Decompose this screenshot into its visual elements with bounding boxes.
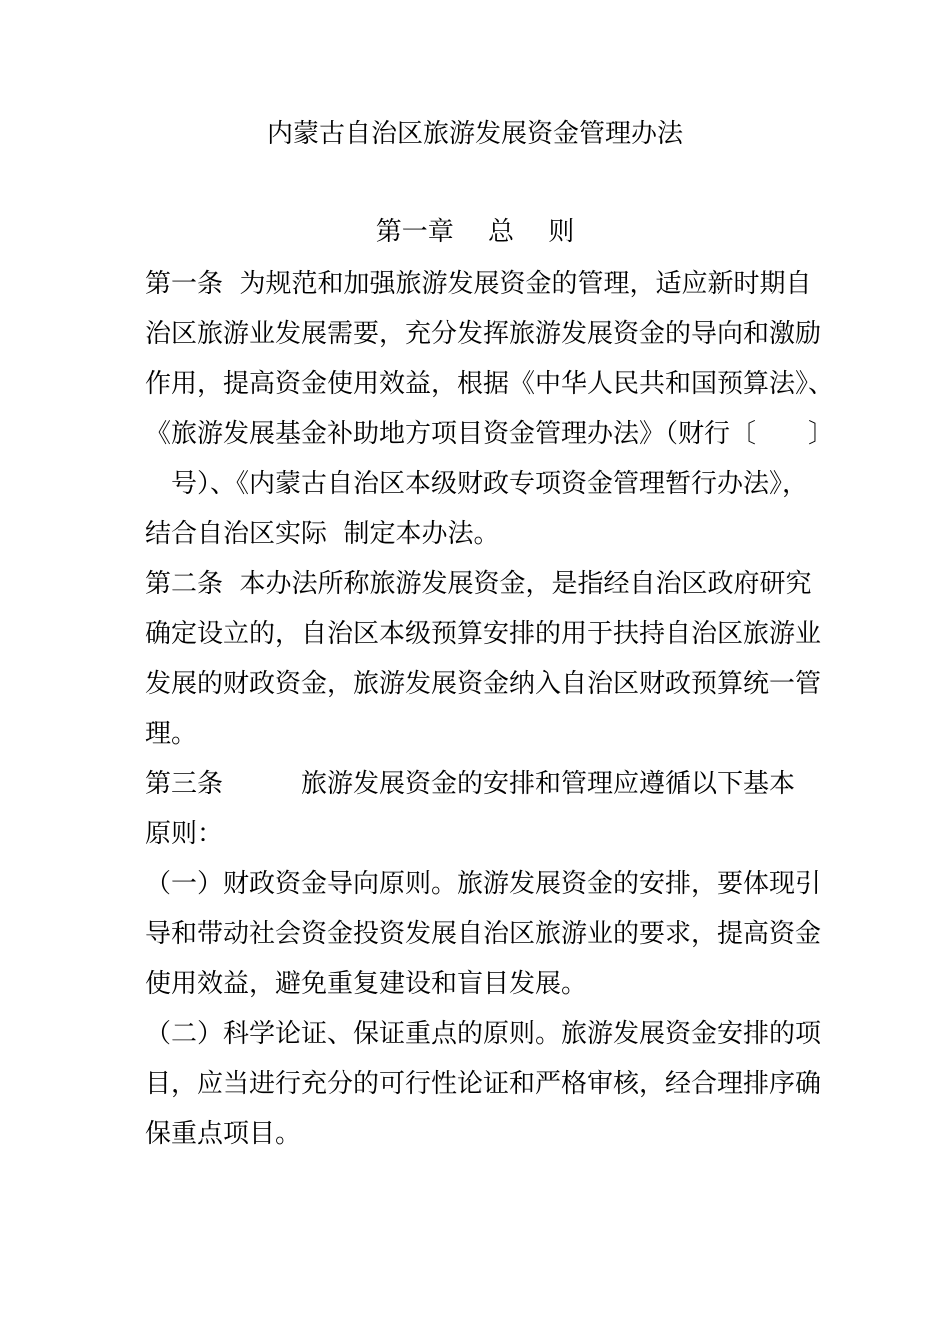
body-line: 确定设立的，自治区本级预算安排的用于扶持自治区旅游业 — [145, 619, 822, 649]
document-title: 内蒙古自治区旅游发展资金管理办法 — [266, 119, 683, 149]
body-line: 使用效益，避免重复建设和盲目发展。 — [145, 969, 588, 999]
body-line: 第三条 旅游发展资金的安排和管理应遵循以下基本 — [145, 769, 796, 799]
body-line: 理。 — [145, 719, 198, 749]
body-line: 原则： — [145, 819, 224, 849]
body-line: 导和带动社会资金投资发展自治区旅游业的要求，提高资金 — [145, 919, 822, 949]
body-line: 第一条 为规范和加强旅游发展资金的管理，适应新时期自 — [145, 269, 812, 299]
body-line: （二）科学论证、保证重点的原则。旅游发展资金安排的项 — [145, 1019, 822, 1049]
body-line: 作用，提高资金使用效益，根据《中华人民共和国预算法》、 — [145, 369, 835, 399]
body-line: 治区旅游业发展需要，充分发挥旅游发展资金的导向和激励 — [145, 319, 822, 349]
body-line: 《旅游发展基金补助地方项目资金管理办法》（财行〔 〕 — [145, 419, 835, 449]
body-line: 保重点项目。 — [145, 1119, 302, 1149]
chapter-title: 第一章 总 则 — [375, 217, 575, 247]
body-line: 号）、《内蒙古自治区本级财政专项资金管理暂行办法》， — [145, 469, 809, 499]
body-line: 目，应当进行充分的可行性论证和严格审核，经合理排序确 — [145, 1069, 822, 1099]
body-line: 发展的财政资金，旅游发展资金纳入自治区财政预算统一管 — [145, 669, 822, 699]
body-line: 结合自治区实际 制定本办法。 — [145, 519, 500, 549]
body-line: （一）财政资金导向原则。旅游发展资金的安排，要体现引 — [145, 869, 822, 899]
body-line: 第二条 本办法所称旅游发展资金，是指经自治区政府研究 — [145, 569, 812, 599]
